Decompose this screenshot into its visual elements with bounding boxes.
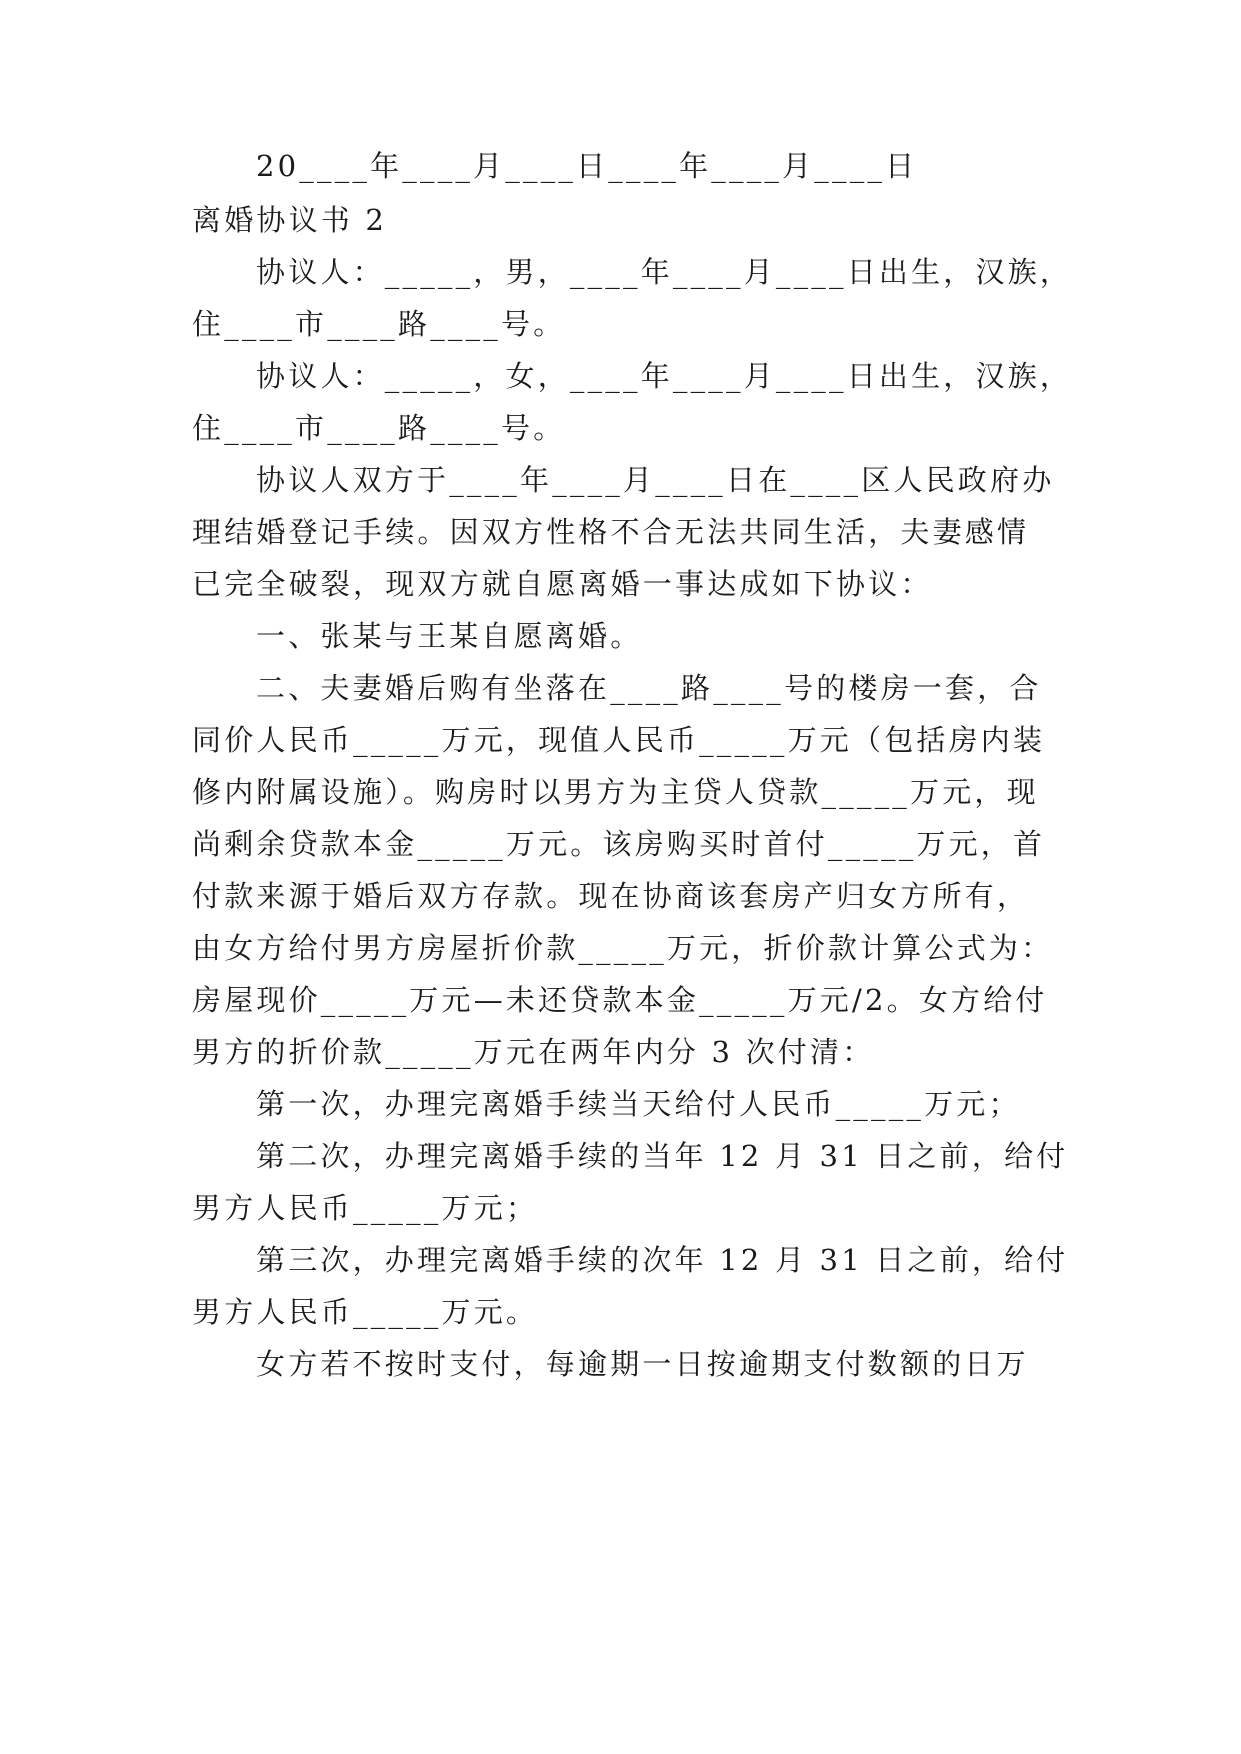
date-line: 20____年____月____日____年____月____日 xyxy=(256,149,918,183)
clause-2-line-3: 修内附属设施）。购房时以男方为主贷人贷款_____万元，现 xyxy=(192,775,1039,809)
party-male-line-2: 住____市____路____号。 xyxy=(192,307,566,341)
preamble-line-2: 理结婚登记手续。因双方性格不合无法共同生活，夫妻感情 xyxy=(192,515,1030,549)
clause-2-line-7: 房屋现价_____万元—未还贷款本金_____万元/2。女方给付 xyxy=(192,983,1048,1017)
payment-1: 第一次，办理完离婚手续当天给付人民币_____万元； xyxy=(256,1087,1021,1121)
preamble-line-3: 已完全破裂，现双方就自愿离婚一事达成如下协议： xyxy=(192,567,933,601)
party-female-line-1: 协议人：_____，女，____年____月____日出生，汉族， xyxy=(256,359,1073,393)
clause-2-line-4: 尚剩余贷款本金_____万元。该房购买时首付_____万元，首 xyxy=(192,827,1046,861)
preamble-line-1: 协议人双方于____年____月____日在____区人民政府办 xyxy=(256,463,1055,497)
clause-2-line-8: 男方的折价款_____万元在两年内分 3 次付清： xyxy=(192,1035,875,1069)
document-title: 离婚协议书 2 xyxy=(192,203,388,237)
clause-2-line-6: 由女方给付男方房屋折价款_____万元，折价款计算公式为： xyxy=(192,931,1054,965)
party-female-line-2: 住____市____路____号。 xyxy=(192,411,566,445)
payment-2-line-2: 男方人民币_____万元； xyxy=(192,1191,539,1225)
payment-3-line-2: 男方人民币_____万元。 xyxy=(192,1295,539,1329)
clause-2-line-5: 付款来源于婚后双方存款。现在协商该套房产归女方所有， xyxy=(192,879,1030,913)
clause-2-line-2: 同价人民币_____万元，现值人民币_____万元（包括房内装 xyxy=(192,723,1046,757)
clause-2-line-1: 二、夫妻婚后购有坐落在____路____号的楼房一套，合 xyxy=(256,671,1042,705)
party-male-line-1: 协议人：_____，男，____年____月____日出生，汉族， xyxy=(256,255,1073,289)
late-payment-line: 女方若不按时支付，每逾期一日按逾期支付数额的日万 xyxy=(256,1347,1029,1381)
payment-2-line-1: 第二次，办理完离婚手续的当年 12 月 31 日之前，给付 xyxy=(256,1139,1069,1173)
clause-1: 一、张某与王某自愿离婚。 xyxy=(256,619,643,653)
payment-3-line-1: 第三次，办理完离婚手续的次年 12 月 31 日之前，给付 xyxy=(256,1243,1069,1277)
